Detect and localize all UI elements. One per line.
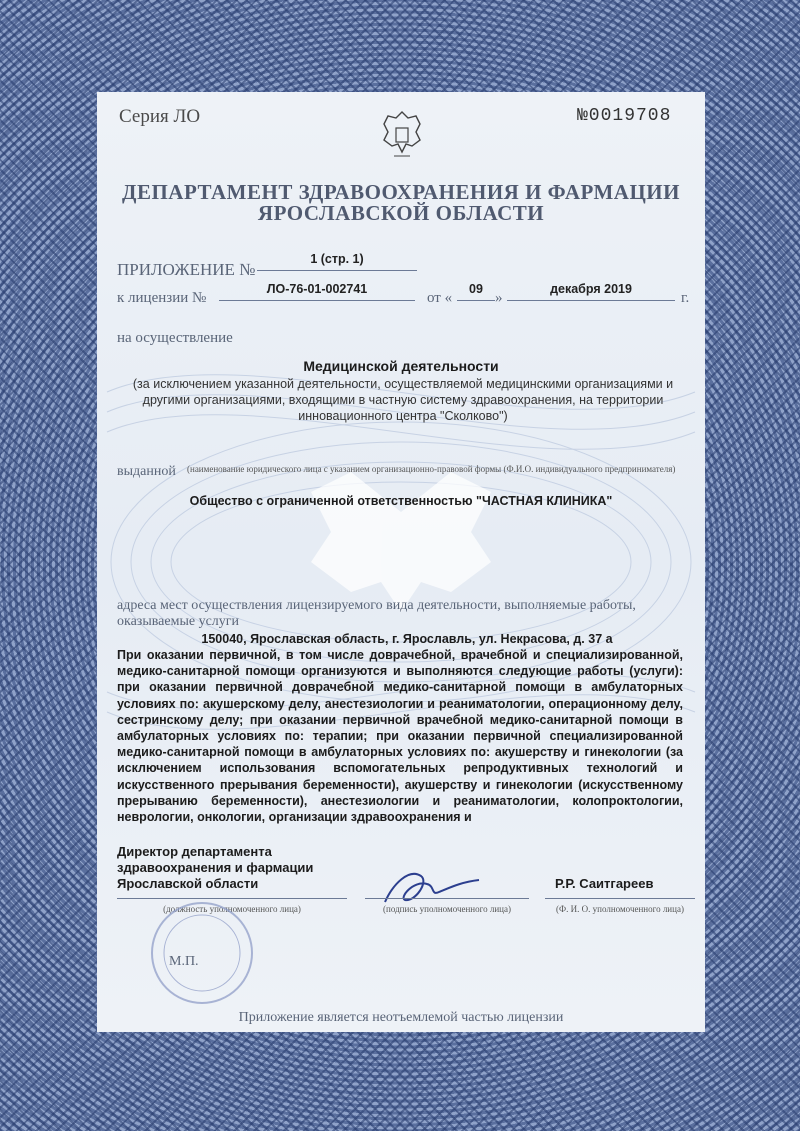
series-label: Серия ЛО — [119, 106, 201, 127]
company-name: Общество с ограниченной ответственностью "ЧАСТНАЯ КЛИНИКА" — [189, 494, 613, 508]
signatory-position: Директор департамента здравоохранения и фармации Ярославской области — [117, 844, 314, 891]
footer-note: Приложение является неотъемлемой частью лицензии — [238, 1010, 564, 1025]
appendix-label: ПРИЛОЖЕНИЕ № — [117, 260, 256, 279]
activity-label: на осуществление — [117, 330, 233, 346]
serial-number: №0019708 — [577, 106, 672, 126]
stamp-place-label: М.П. — [169, 954, 199, 969]
license-label: к лицензии № — [117, 290, 207, 306]
license-sheet — [97, 92, 705, 1032]
date-quote-close: » — [495, 290, 503, 306]
signatory-name: Р.Р. Саитгареев — [555, 876, 654, 891]
official-stamp-icon — [127, 898, 277, 1008]
year-suffix: г. — [681, 290, 690, 306]
license-day: 09 — [457, 282, 495, 301]
department-title-line1: ДЕПАРТАМЕНТ ЗДРАВООХРАНЕНИЯ И ФАРМАЦИИ — [122, 180, 680, 204]
appendix-number: 1 (стр. 1) — [257, 252, 417, 271]
activity-title: Медицинской деятельности — [303, 358, 499, 374]
license-number: ЛО-76-01-002741 — [219, 282, 415, 301]
date-from-label: от « — [427, 290, 453, 306]
coat-of-arms-icon — [372, 106, 432, 166]
name-line — [545, 898, 695, 899]
activity-subtitle: (за исключением указанной деятельности, осуществляемой медицинскими организациями и другими организациями, входящими в частную систему здравоохранения, на территории инновационного центра "Сколково") — [132, 377, 674, 423]
caption-signature: (подпись уполномоченного лица) — [383, 904, 511, 914]
address-label: адреса мест осуществления лицензируемого вида деятельности, выполняемые работы, оказываемые услуги — [117, 598, 636, 629]
signature-line — [365, 898, 529, 899]
address-value: 150040, Ярославская область, г. Ярославль, ул. Некрасова, д. 37 а — [201, 632, 613, 646]
caption-position: (должность уполномоченного лица) — [163, 904, 301, 914]
department-title-line2: ЯРОСЛАВСКОЙ ОБЛАСТИ — [257, 201, 545, 225]
caption-name: (Ф. И. О. уполномоченного лица) — [556, 904, 684, 914]
issued-label: выданной — [117, 464, 176, 479]
license-month-year: декабря 2019 — [507, 282, 675, 301]
issued-hint: (наименование юридического лица с указанием организационно-правовой формы (Ф.И.О. индивидуального предпринимателя) — [187, 464, 676, 474]
services-text: При оказании первичной, в том числе доврачебной, врачебной и специализированной, медико-санитарной помощи организуются и выполняются следующие работы (услуги): при оказании первичной доврачебной медико-санитарной помощи в амбулаторных условиях по: акушерскому делу, анестезиологии и реаниматологии, операционному делу, сестринскому делу; при оказании первичной врачебной медико-санитарной помощи в амбулаторных условиях по: терапии; при оказании первичной специализированной медико-санитарной помощи в амбулаторных условиях по: акушерству и гинекологии (за исключением использования вспомогательных репродуктивных технологий и искусственного прерывания беременности), акушерству и гинекологии (искусственному прерыванию беременности), анестезиологии и реаниматологии, колопроктологии, неврологии, онкологии, организации здравоохранения и — [117, 648, 683, 825]
double-headed-eagle-watermark-icon — [311, 472, 491, 612]
